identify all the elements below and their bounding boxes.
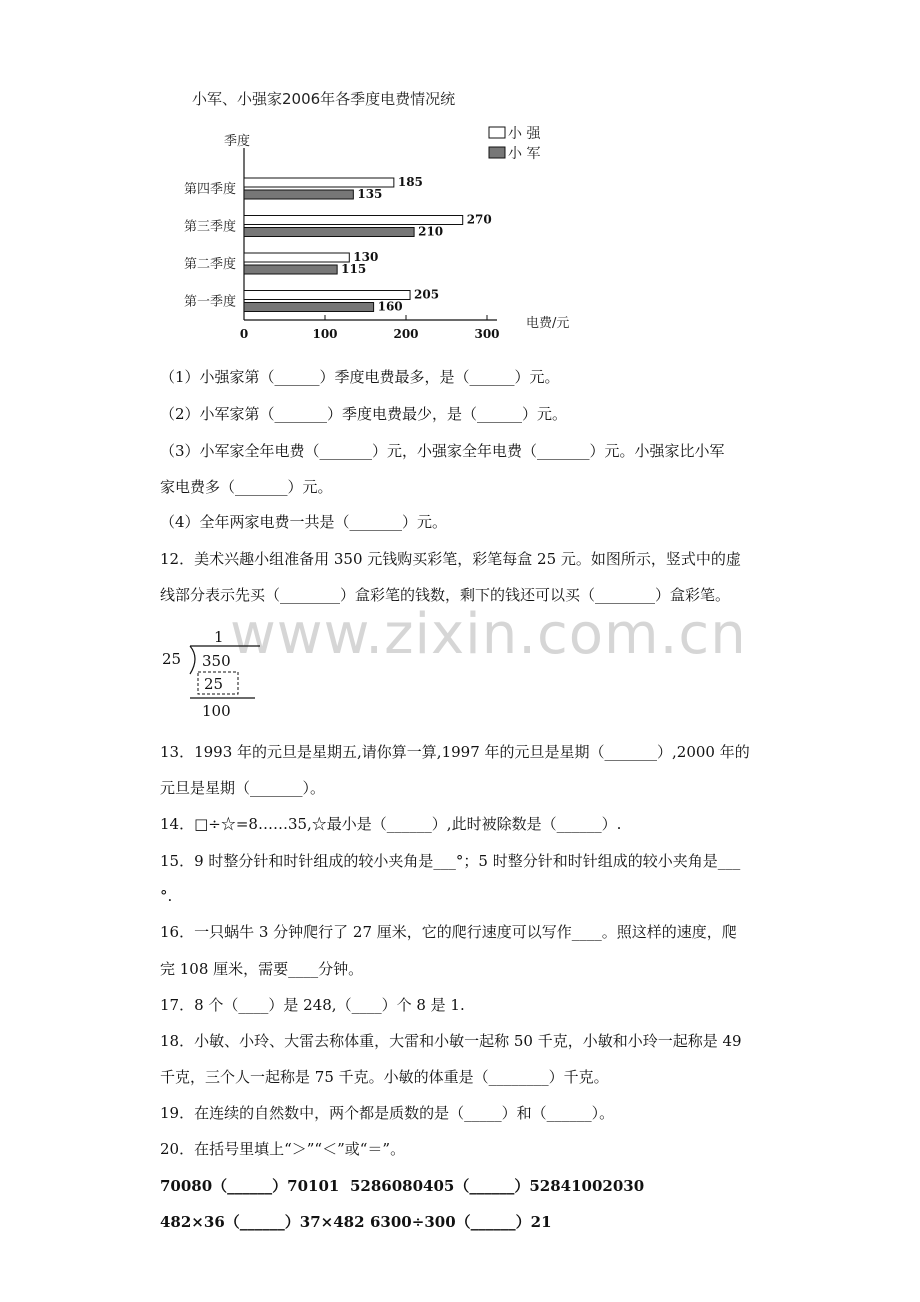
x-tick-label: 300 (474, 327, 500, 341)
bar (244, 216, 463, 225)
bar (244, 228, 414, 237)
q20-item-3: 482×36（______）37×482 (160, 1213, 365, 1231)
category-label: 第四季度 (183, 182, 236, 197)
question-11-2: （2）小军家第（_______）季度电费最少，是（______）元。 (160, 405, 568, 423)
bar-value-label: 115 (341, 262, 367, 276)
question-12-line1: 12．美术兴趣小组准备用 350 元钱购买彩笔，彩笔每盒 25 元。如图所示，竖式中的虚 (160, 550, 741, 568)
bar-value-label: 205 (414, 287, 440, 302)
category-label: 第一季度 (183, 294, 236, 310)
category-label: 第三季度 (183, 219, 236, 235)
bar-value-label: 160 (377, 299, 403, 314)
question-11-3-line1: （3）小军家全年电费（_______）元，小强家全年电费（_______）元。小强家比小军 (160, 442, 725, 460)
division-product: 25 (204, 675, 224, 693)
electricity-bar-chart (160, 82, 600, 352)
question-15-line2: °. (160, 887, 173, 905)
question-16-line2: 完 108 厘米，需要____分钟。 (160, 960, 364, 978)
legend-label: 小 军 (508, 146, 541, 162)
question-18-line1: 18．小敏、小玲、大雷去称体重，大雷和小敏一起称 50 千克，小敏和小玲一起称是 49 (160, 1032, 742, 1050)
x-tick-label: 0 (239, 327, 249, 341)
question-13-line2: 元旦是星期（_______）。 (160, 779, 326, 797)
x-tick-label: 100 (312, 327, 338, 341)
question-13-line1: 13．1993 年的元旦是星期五,请你算一算,1997 年的元旦是星期（_______）,2000 年的 (160, 743, 750, 761)
question-12-line2: 线部分表示先买（________）盒彩笔的钱数，剩下的钱还可以买（________）盒彩笔。 (160, 586, 731, 604)
bar (244, 303, 374, 312)
question-11-4: （4）全年两家电费一共是（_______）元。 (160, 513, 448, 531)
bar (244, 253, 349, 262)
question-11-1: （1）小强家第（______）季度电费最多，是（______）元。 (160, 368, 560, 386)
bar (244, 190, 353, 199)
chart-title: 小军、小强家2006年各季度电费情况统 (192, 90, 456, 108)
bar-value-label: 130 (353, 250, 379, 264)
legend-swatch (489, 127, 505, 138)
bar (244, 265, 337, 274)
question-16-line1: 16．一只蜗牛 3 分钟爬行了 27 厘米，它的爬行速度可以写作____。照这样的速度，爬 (160, 923, 737, 941)
bar-value-label: 210 (418, 224, 444, 239)
q20-item-4: 6300÷300（______）21 (370, 1213, 552, 1231)
bar-value-label: 185 (397, 175, 423, 189)
division-quotient: 1 (214, 628, 224, 646)
x-axis-label: 电费/元 (526, 316, 570, 331)
question-19: 19．在连续的自然数中，两个都是质数的是（_____）和（______）。 (160, 1104, 615, 1122)
division-divisor: 25 (162, 650, 182, 668)
question-15-line1: 15．9 时整分针和时针组成的较小夹角是___°；5 时整分针和时针组成的较小夹角是___ (160, 852, 741, 870)
question-20: 20．在括号里填上“＞”“＜”或“＝”。 (160, 1140, 406, 1158)
division-remainder: 100 (202, 702, 231, 720)
watermark-text: www.zixin.com.cn (230, 602, 747, 667)
chart-svg (160, 82, 600, 352)
q20-item-2: 5286080405（______）52841002030 (350, 1177, 645, 1195)
legend-swatch (489, 147, 505, 158)
bar-value-label: 270 (466, 212, 492, 227)
question-18-line2: 千克，三个人一起称是 75 千克。小敏的体重是（________）千克。 (160, 1068, 609, 1086)
y-axis-label: 季度 (224, 134, 251, 149)
bar (244, 291, 410, 300)
question-17: 17．8 个（____）是 248,（____）个 8 是 1. (160, 996, 465, 1014)
legend-label: 小 强 (508, 126, 541, 142)
bar-value-label: 135 (357, 187, 383, 201)
x-tick-label: 200 (393, 327, 419, 341)
q20-item-1: 70080（______）70101 (160, 1177, 340, 1195)
category-label: 第二季度 (183, 257, 236, 272)
long-division-figure (160, 624, 270, 724)
question-14: 14．□÷☆=8……35,☆最小是（______）,此时被除数是（______）. (160, 815, 622, 833)
bar (244, 178, 394, 187)
division-dividend: 350 (202, 652, 231, 670)
division-bracket (190, 646, 195, 674)
question-11-3-line2: 家电费多（_______）元。 (160, 478, 333, 496)
